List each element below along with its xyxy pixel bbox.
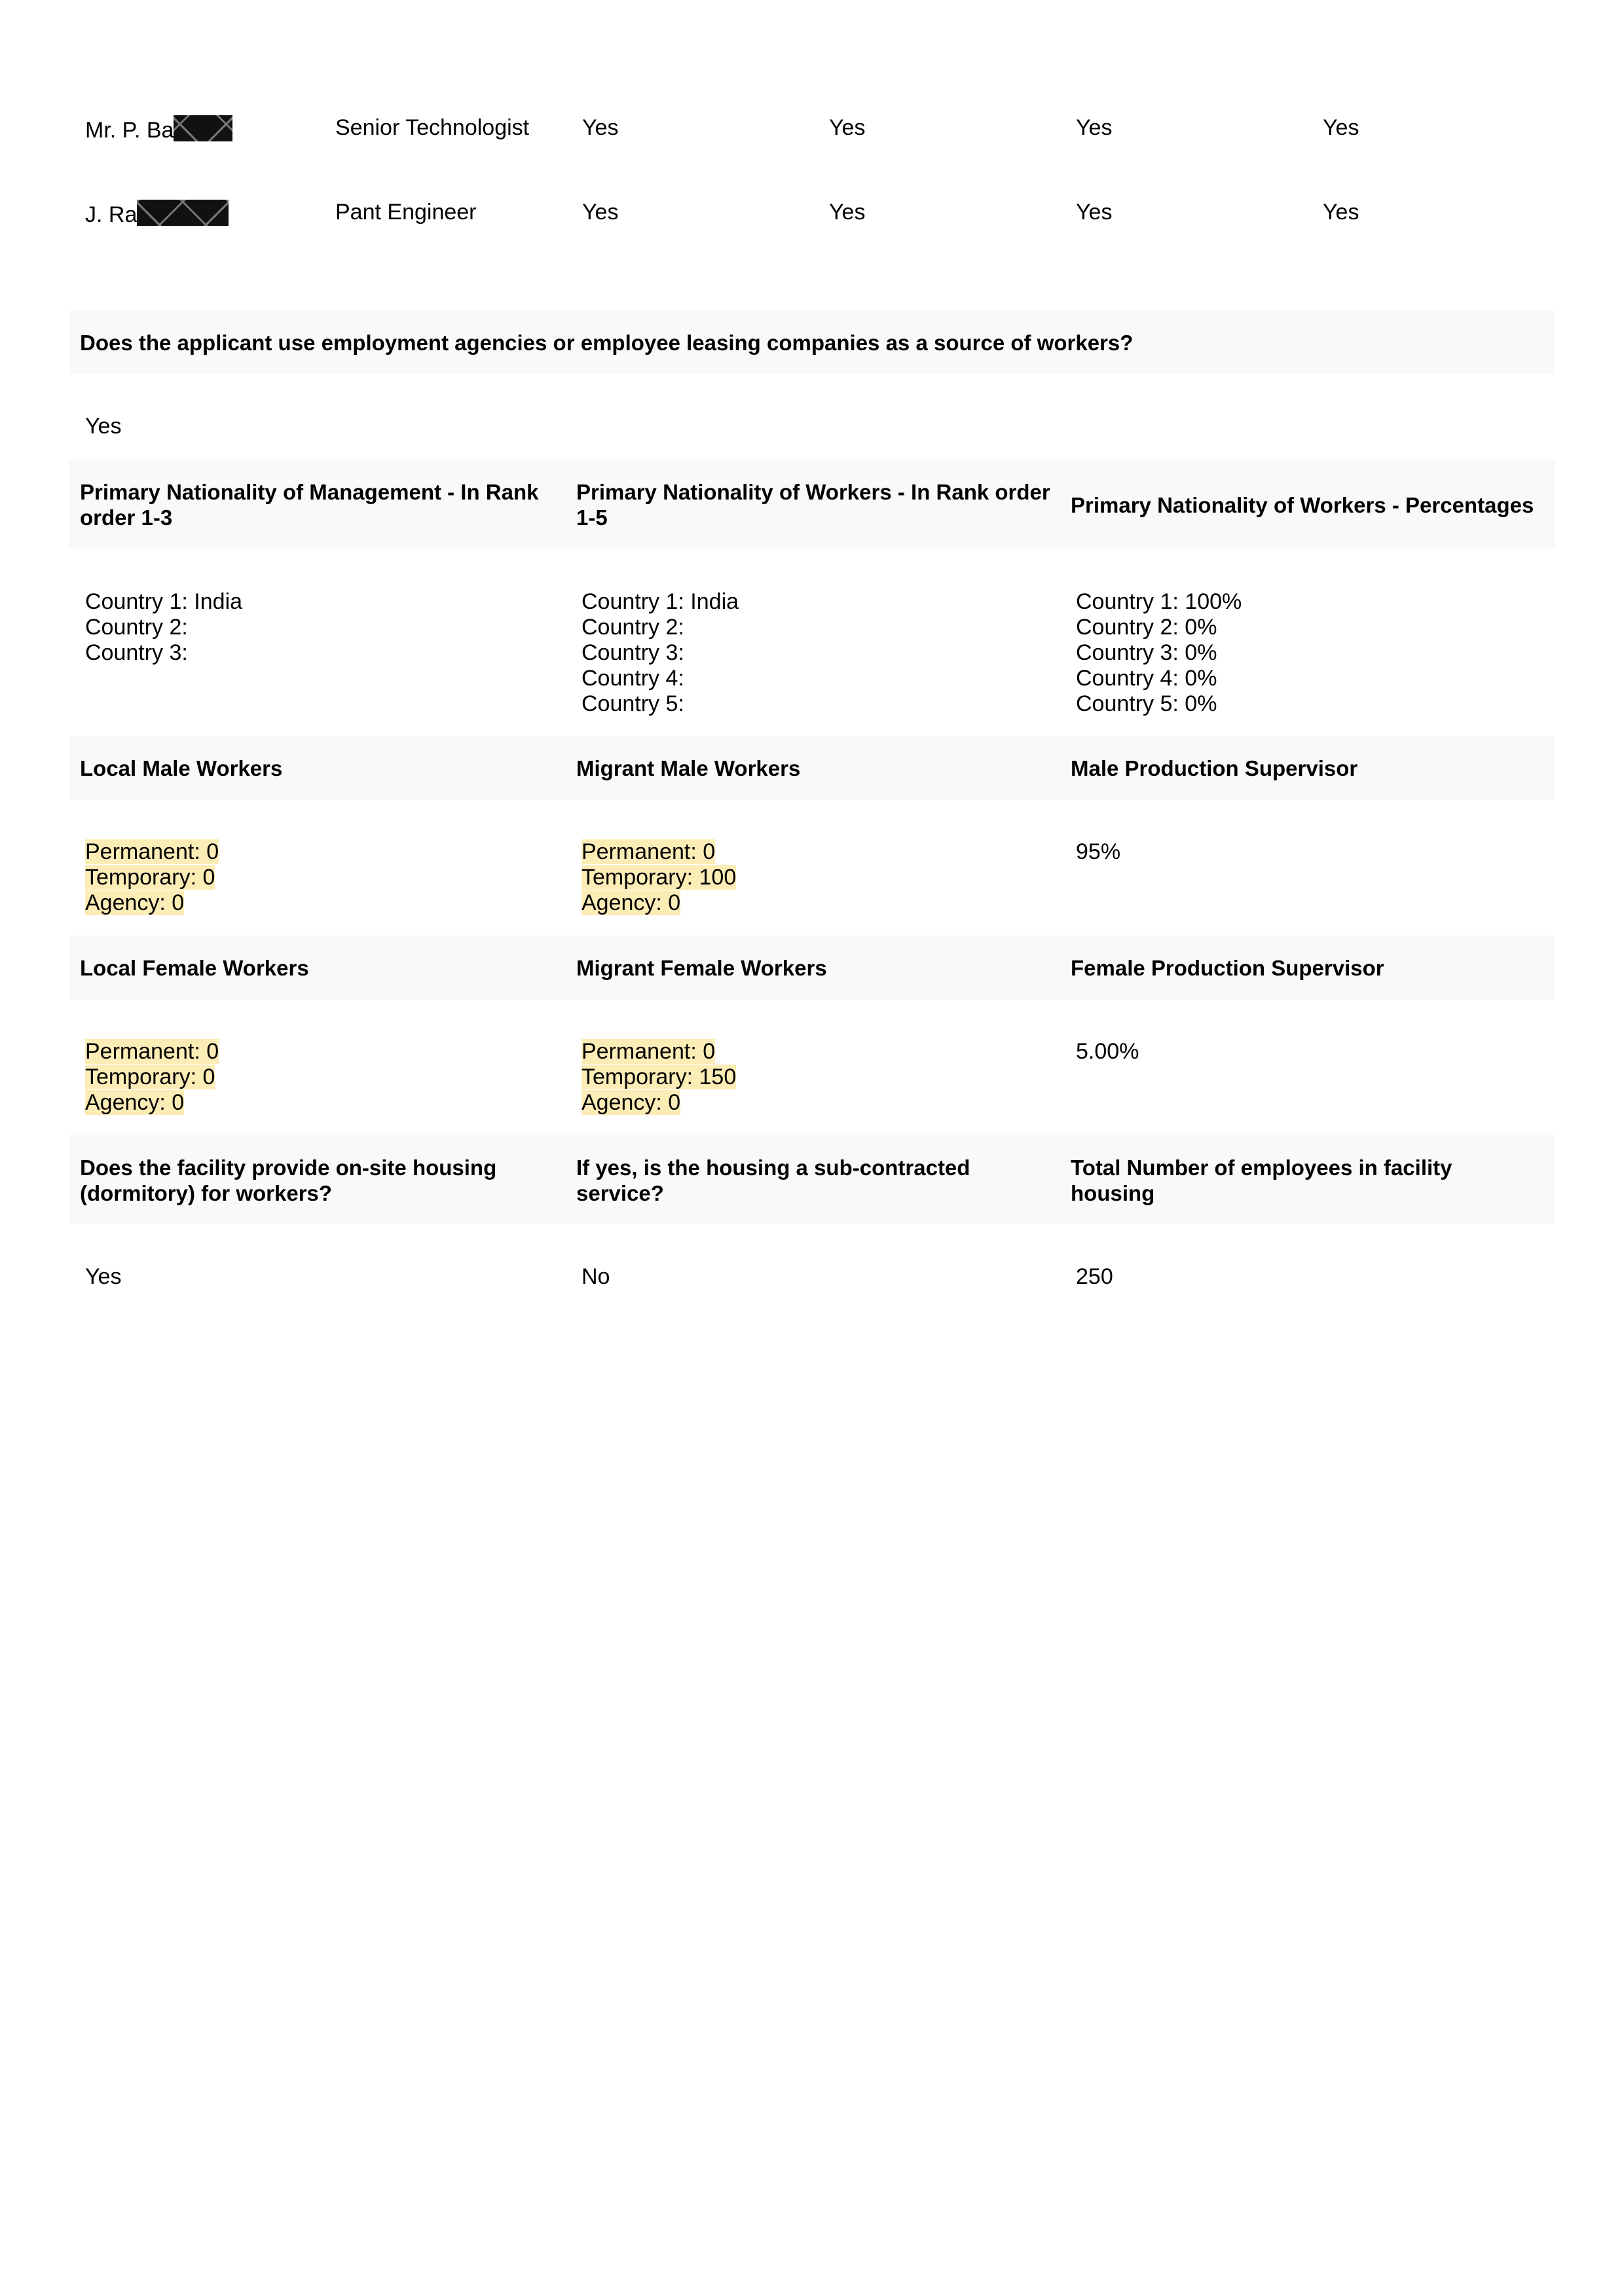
migrant-male-header: Migrant Male Workers [576, 756, 801, 780]
housing-subcontracted-value: No [581, 1264, 610, 1289]
local-female-values: Permanent: 0 Temporary: 0 Agency: 0 [85, 1039, 219, 1115]
migrant-male-values: Permanent: 0 Temporary: 100 Agency: 0 [581, 839, 737, 915]
agencies-answer: Yes [85, 414, 122, 439]
female-header-band [69, 936, 1555, 1000]
staff-title: Pant Engineer [335, 200, 477, 225]
male-supervisor-header: Male Production Supervisor [1071, 756, 1358, 780]
staff-col-1: Yes [582, 115, 619, 140]
staff-col-1: Yes [582, 200, 619, 225]
local-male-header: Local Male Workers [80, 756, 283, 780]
local-female-header: Local Female Workers [80, 956, 309, 980]
housing-onsite-header: Does the facility provide on-site housing (dormitory) for workers? [80, 1156, 497, 1205]
staff-col-3: Yes [1076, 115, 1113, 140]
staff-col-2: Yes [829, 200, 866, 225]
nationality-percentages-list: Country 1: 100% Country 2: 0% Country 3: 0% Country 4: 0% Country 5: 0% [1076, 589, 1242, 716]
female-supervisor-header: Female Production Supervisor [1071, 956, 1384, 980]
migrant-female-header: Migrant Female Workers [576, 956, 827, 980]
nationality-percentages-header: Primary Nationality of Workers - Percentages [1071, 493, 1534, 517]
agencies-header-band [69, 310, 1555, 374]
staff-col-4: Yes [1323, 200, 1359, 225]
nationality-management-header: Primary Nationality of Management - In Rank order 1-3 [80, 480, 539, 530]
staff-col-4: Yes [1323, 115, 1359, 140]
female-supervisor-value: 5.00% [1076, 1039, 1139, 1064]
housing-total-value: 250 [1076, 1264, 1113, 1289]
male-header-band [69, 736, 1555, 800]
nationality-workers-list: Country 1: India Country 2: Country 3: Country 4: Country 5: [581, 589, 739, 716]
migrant-female-values: Permanent: 0 Temporary: 150 Agency: 0 [581, 1039, 737, 1115]
nationality-management-list: Country 1: India Country 2: Country 3: [85, 589, 243, 665]
staff-name: J. Ra [85, 200, 229, 228]
nationality-header-band [69, 460, 1555, 549]
redaction-block [174, 115, 232, 141]
staff-col-2: Yes [829, 115, 866, 140]
staff-title: Senior Technologist [335, 115, 530, 140]
housing-subcontracted-header: If yes, is the housing a sub-contracted service? [576, 1156, 970, 1205]
housing-total-header: Total Number of employees in facility housing [1071, 1156, 1452, 1205]
male-supervisor-value: 95% [1076, 839, 1121, 864]
local-male-values: Permanent: 0 Temporary: 0 Agency: 0 [85, 839, 219, 915]
staff-col-3: Yes [1076, 200, 1113, 225]
nationality-workers-header: Primary Nationality of Workers - In Rank order 1-5 [576, 480, 1050, 530]
housing-onsite-value: Yes [85, 1264, 122, 1289]
staff-name: Mr. P. Ba [85, 115, 232, 143]
housing-header-band [69, 1135, 1555, 1224]
redaction-block [137, 200, 229, 226]
agencies-question: Does the applicant use employment agencies or employee leasing companies as a source of workers? [80, 331, 1134, 355]
